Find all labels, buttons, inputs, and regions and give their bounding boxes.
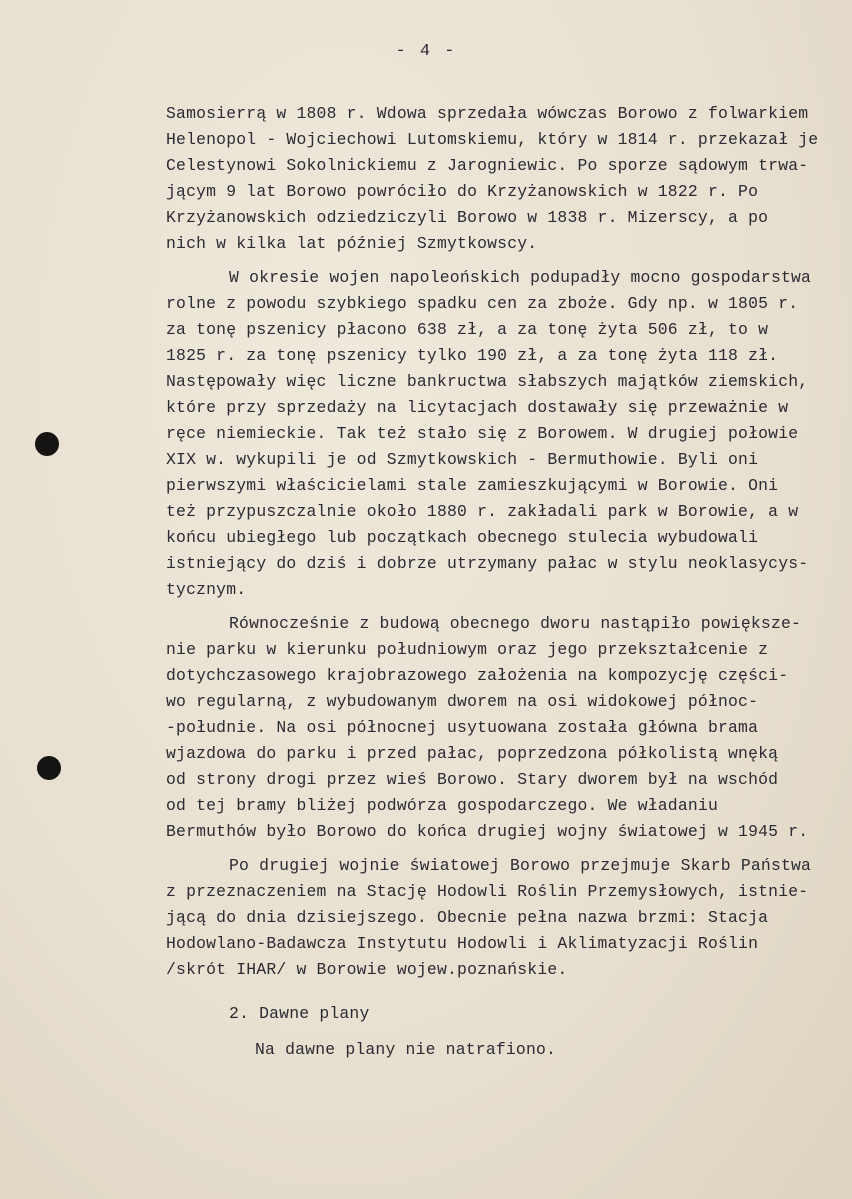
- text-line: za tonę pszenicy płacono 638 zł, a za tonę żyta 506 zł, to w: [166, 320, 769, 339]
- text-line: Następowały więc liczne bankructwa słabszych majątków ziemskich,: [166, 372, 809, 391]
- text-line: ręce niemieckie. Tak też stało się z Borowem. W drugiej połowie: [166, 424, 799, 443]
- page-number: - 4 -: [395, 42, 457, 61]
- text-line: istniejący do dziś i dobrze utrzymany pałac w stylu neoklasycys-: [166, 554, 809, 573]
- text-line: też przypuszczalnie około 1880 r. zakładali park w Borowie, a w: [166, 502, 799, 521]
- text-line: Hodowlano-Badawcza Instytutu Hodowli i Aklimatyzacji Roślin: [166, 934, 759, 953]
- text-line: jącym 9 lat Borowo powróciło do Krzyżanowskich w 1822 r. Po: [166, 182, 759, 201]
- text-line: -południe. Na osi północnej usytuowana została główna brama: [166, 718, 759, 737]
- text-line: wjazdowa do parku i przed pałac, poprzedzona półkolistą wnęką: [166, 744, 779, 763]
- text-line: końcu ubiegłego lub początkach obecnego stulecia wybudowali: [166, 528, 759, 547]
- text-line: XIX w. wykupili je od Szmytkowskich - Bermuthowie. Byli oni: [166, 450, 759, 469]
- text-line: Równocześnie z budową obecnego dworu nastąpiło powiększe-: [229, 614, 802, 633]
- text-line: 1825 r. za tonę pszenicy tylko 190 zł, a za tonę żyta 118 zł.: [166, 346, 779, 365]
- text-line: Bermuthów było Borowo do końca drugiej wojny światowej w 1945 r.: [166, 822, 809, 841]
- text-line: z przeznaczeniem na Stację Hodowli Roślin Przemysłowych, istnie-: [166, 882, 809, 901]
- text-line: dotychczasowego krajobrazowego założenia na kompozycję części-: [166, 666, 789, 685]
- text-line: W okresie wojen napoleońskich podupadły mocno gospodarstwa: [229, 268, 812, 287]
- text-line: Po drugiej wojnie światowej Borowo przejmuje Skarb Państwa: [229, 856, 812, 875]
- text-line: Krzyżanowskich odziedziczyli Borowo w 1838 r. Mizerscy, a po: [166, 208, 769, 227]
- text-line: tycznym.: [166, 580, 247, 599]
- text-line: od strony drogi przez wieś Borowo. Stary dworem był na wschód: [166, 770, 779, 789]
- text-line: które przy sprzedaży na licytacjach dostawały się przeważnie w: [166, 398, 789, 417]
- text-line: nich w kilka lat później Szmytkowscy.: [166, 234, 538, 253]
- text-line: od tej bramy bliżej podwórza gospodarczego. We władaniu: [166, 796, 718, 815]
- punch-hole-top: [35, 432, 59, 456]
- text-line: wo regularną, z wybudowanym dworem na osi widokowej północ-: [166, 692, 759, 711]
- section-heading: 2. Dawne plany: [229, 1004, 370, 1023]
- punch-hole-bottom: [37, 756, 61, 780]
- text-line: Samosierrą w 1808 r. Wdowa sprzedała wówczas Borowo z folwarkiem: [166, 104, 809, 123]
- text-line: jącą do dnia dzisiejszego. Obecnie pełna nazwa brzmi: Stacja: [166, 908, 769, 927]
- text-line: Na dawne plany nie natrafiono.: [255, 1040, 557, 1059]
- text-line: rolne z powodu szybkiego spadku cen za zboże. Gdy np. w 1805 r.: [166, 294, 799, 313]
- text-line: Helenopol - Wojciechowi Lutomskiemu, który w 1814 r. przekazał je: [166, 130, 819, 149]
- text-line: /skrót IHAR/ w Borowie wojew.poznańskie.: [166, 960, 568, 979]
- text-line: nie parku w kierunku południowym oraz jego przekształcenie z: [166, 640, 769, 659]
- text-line: Celestynowi Sokolnickiemu z Jarogniewic. Po sporze sądowym trwa-: [166, 156, 809, 175]
- text-line: pierwszymi właścicielami stale zamieszkującymi w Borowie. Oni: [166, 476, 779, 495]
